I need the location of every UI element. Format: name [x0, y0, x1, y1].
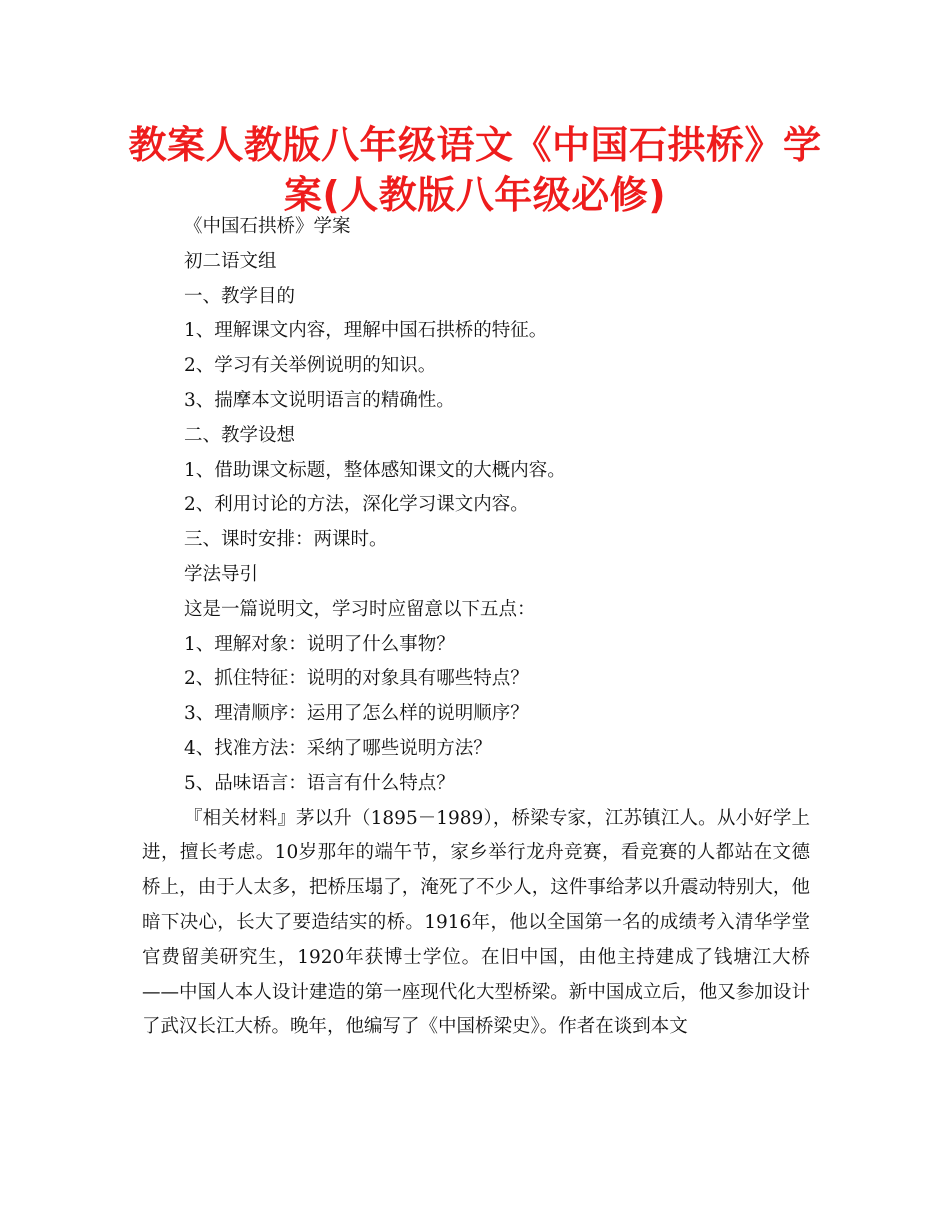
text-line: 初二语文组 [184, 250, 277, 272]
material-paragraph: 『相关材料』茅以升（1895－1989），桥梁专家，江苏镇江人。从小好学上进，擅长考虑。10岁那年的端午节，家乡举行龙舟竞赛，看竞赛的人都站在文德桥上，由于人太多，把桥压塌了，淹死了不少人，这件事给茅以升震动特别大，他暗下决心，长大了要造结实的桥。1916年，他以全国第一名的成绩考入清华学堂官费留美研究生，1920年获博士学位。在旧中国，由他主持建成了钱塘江大桥——中国人本人设计建造的第一座现代化大型桥梁。新中国成立后，他又参加设计了武汉长江大桥。晚年，他编写了《中国桥梁史》。作者在谈到本文 [142, 807, 810, 1038]
text-line: 2、学习有关举例说明的知识。 [184, 355, 437, 377]
text-line: 1、借助课文标题，整体感知课文的大概内容。 [184, 459, 566, 481]
section-heading: 学法导引 [184, 563, 259, 585]
text-line: 2、利用讨论的方法，深化学习课文内容。 [184, 494, 529, 516]
list-item: 2、抓住特征：说明的对象具有哪些特点？ [184, 668, 529, 690]
text-line: 3、揣摩本文说明语言的精确性。 [184, 389, 455, 411]
section-heading: 二、教学设想 [184, 424, 296, 446]
document-title: 教案人教版八年级语文《中国石拱桥》学案(人教版八年级必修) [128, 123, 822, 217]
list-item: 3、理清顺序：运用了怎么样的说明顺序？ [184, 703, 529, 725]
text-line: 《中国石拱桥》学案 [184, 216, 351, 237]
list-item: 5、品味语言：语言有什么特点？ [184, 772, 455, 794]
list-item: 4、找准方法：采纳了哪些说明方法？ [184, 737, 492, 759]
text-line: 这是一篇说明文，学习时应留意以下五点： [184, 598, 536, 620]
section-heading: 一、教学目的 [184, 285, 296, 307]
list-item: 1、理解对象：说明了什么事物？ [184, 633, 455, 655]
section-heading: 三、课时安排：两课时。 [184, 529, 388, 551]
document-body [142, 210, 810, 1045]
text-line: 1、理解课文内容，理解中国石拱桥的特征。 [184, 320, 548, 342]
